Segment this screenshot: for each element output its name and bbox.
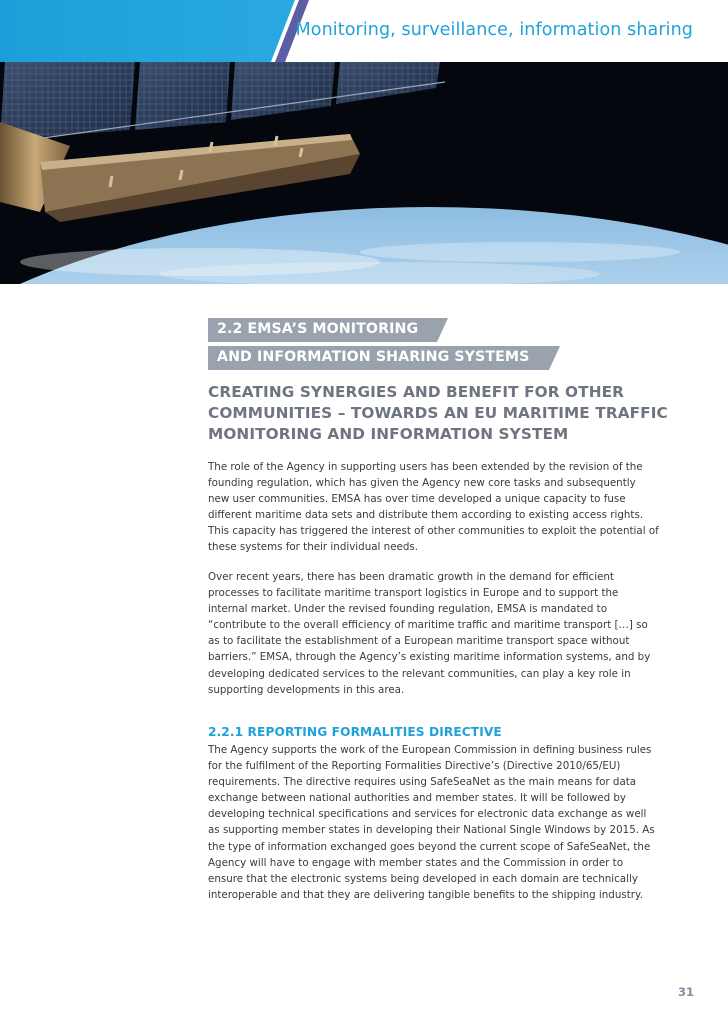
- section-banner-line-2: [208, 346, 560, 370]
- satellite-over-earth-illustration: [0, 62, 728, 284]
- page-header-title: Monitoring, surveillance, information sharing: [295, 20, 693, 40]
- subsection-paragraph: The Agency supports the work of the European Commission in defining business rules for the fulfilment of the Reporting Formalities Directive’s (Directive 2010/65/EU) requirements. The directive requires using SafeSeaNet as the main means for data exchange between national authorities and member states. It will be followed by developing technical specifications and services for electronic data exchange as well as supporting member states in developing their National Single Windows by 2015. As the type of information exchanged goes beyond the current scope of SafeSeaNet, the Agency will have to engage with member states and the Commission in order to ensure that the electronic systems being developed in each domain are technically interoperable and that they are delivering tangible benefits to the shipping industry.: [208, 744, 655, 901]
- section-title-line-2: AND INFORMATION SHARING SYSTEMS: [217, 349, 530, 365]
- section-title-line-1: 2.2 EMSA’S MONITORING: [217, 321, 419, 337]
- body-paragraph-2: Over recent years, there has been dramatic growth in the demand for efficient processes to facilitate maritime transport logistics in Europe and to support the internal market. Under the revised founding regulation, EMSA is mandated to “contribute to the overall efficiency of maritime traffic and maritime transport […] so as to facilitate the establishment of a European maritime transport space without barriers.” EMSA, through the Agency’s existing maritime information systems, and by developing dedicated services to the relevant communities, can play a key role in supporting developments in this area.: [208, 571, 651, 696]
- header-accent-graphic: [0, 0, 310, 62]
- page-header: [0, 0, 728, 62]
- body-paragraph-1: The role of the Agency in supporting users has been extended by the revision of the founding regulation, which has given the Agency new core tasks and subsequently new user communities. EMSA has over time developed a unique capacity to fuse different maritime data sets and distribute them according to existing access rights. This capacity has triggered the interest of other communities to exploit the potential of these systems for their individual needs.: [208, 461, 659, 554]
- subsection-heading: 2.2.1 REPORTING FORMALITIES DIRECTIVE: [208, 725, 502, 739]
- hero-image: [0, 62, 728, 284]
- page-number: 31: [677, 985, 694, 999]
- section-subheading: CREATING SYNERGIES AND BENEFIT FOR OTHER COMMUNITIES – TOWARDS AN EU MARITIME TRAFFIC MONITORING AND INFORMATION SYSTEM: [208, 383, 668, 443]
- section-banner-line-1: [208, 318, 448, 342]
